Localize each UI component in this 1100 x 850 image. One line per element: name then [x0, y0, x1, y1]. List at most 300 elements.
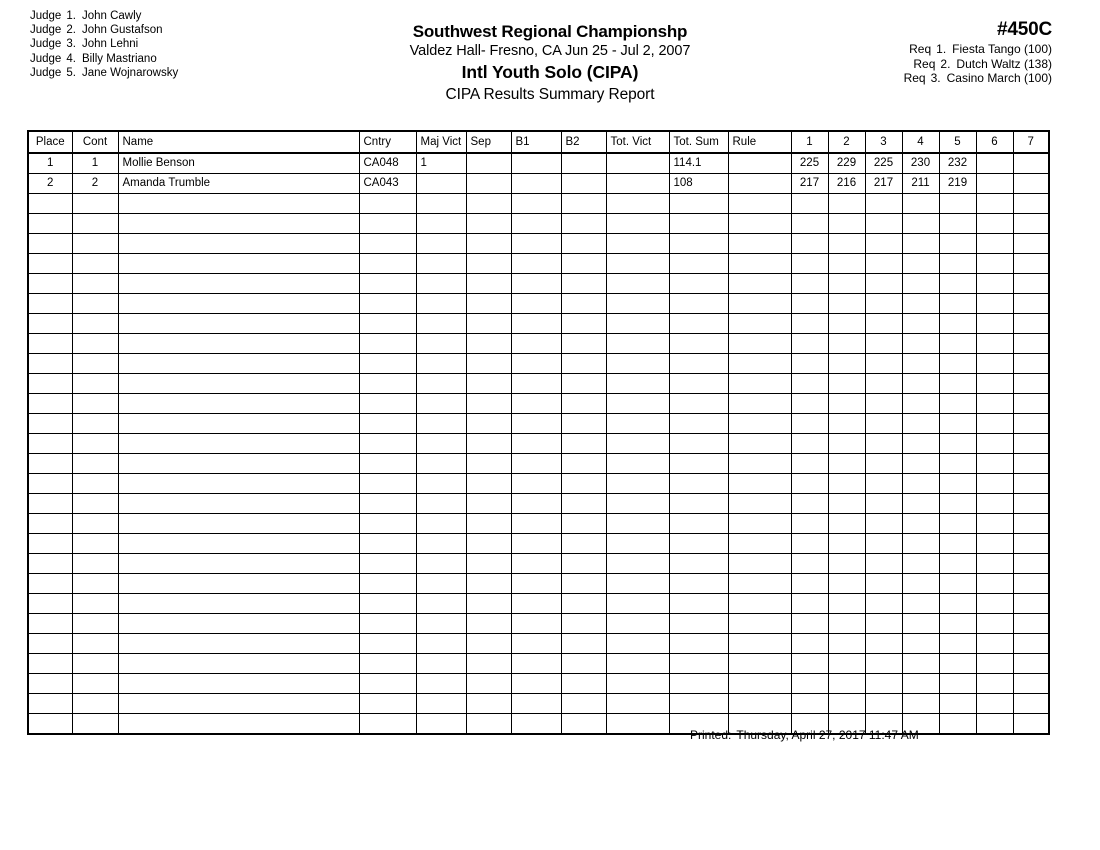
cell-place[interactable]	[28, 534, 72, 554]
cell-maj_vict[interactable]	[416, 274, 466, 294]
cell-tot_sum[interactable]	[669, 334, 728, 354]
cell-name[interactable]	[118, 494, 359, 514]
cell-b1[interactable]	[511, 514, 561, 534]
cell-cntry[interactable]: CA048	[359, 153, 416, 174]
cell-j5[interactable]	[939, 534, 976, 554]
column-header-sep[interactable]: Sep	[466, 131, 511, 153]
cell-j4[interactable]	[902, 274, 939, 294]
cell-j3[interactable]	[865, 414, 902, 434]
cell-name[interactable]: Amanda Trumble	[118, 174, 359, 194]
cell-sep[interactable]	[466, 374, 511, 394]
cell-tot_vict[interactable]	[606, 214, 669, 234]
cell-b2[interactable]	[561, 614, 606, 634]
cell-j5[interactable]	[939, 194, 976, 214]
cell-tot_sum[interactable]	[669, 474, 728, 494]
cell-place[interactable]	[28, 714, 72, 735]
table-row-empty[interactable]	[28, 454, 1049, 474]
cell-tot_vict[interactable]	[606, 474, 669, 494]
cell-j5[interactable]	[939, 654, 976, 674]
cell-j4[interactable]	[902, 654, 939, 674]
cell-cont[interactable]	[72, 494, 118, 514]
cell-j2[interactable]	[828, 454, 865, 474]
cell-sep[interactable]	[466, 214, 511, 234]
cell-j6[interactable]	[976, 334, 1013, 354]
cell-b1[interactable]	[511, 454, 561, 474]
cell-cont[interactable]	[72, 254, 118, 274]
cell-tot_vict[interactable]	[606, 614, 669, 634]
cell-place[interactable]	[28, 194, 72, 214]
cell-j2[interactable]	[828, 494, 865, 514]
column-header-cntry[interactable]: Cntry	[359, 131, 416, 153]
column-header-name[interactable]: Name	[118, 131, 359, 153]
cell-j3[interactable]	[865, 294, 902, 314]
cell-tot_vict[interactable]	[606, 414, 669, 434]
cell-maj_vict[interactable]	[416, 554, 466, 574]
table-row[interactable]	[28, 153, 1049, 174]
cell-j7[interactable]	[1013, 614, 1049, 634]
cell-j5[interactable]	[939, 314, 976, 334]
cell-cntry[interactable]	[359, 494, 416, 514]
cell-j4[interactable]: 211	[902, 174, 939, 194]
cell-cntry[interactable]	[359, 574, 416, 594]
cell-cntry[interactable]	[359, 614, 416, 634]
cell-sep[interactable]	[466, 494, 511, 514]
cell-b2[interactable]	[561, 574, 606, 594]
cell-b1[interactable]	[511, 174, 561, 194]
cell-b2[interactable]	[561, 414, 606, 434]
cell-cont[interactable]	[72, 654, 118, 674]
cell-j1[interactable]	[791, 314, 828, 334]
cell-b2[interactable]	[561, 474, 606, 494]
cell-place[interactable]	[28, 474, 72, 494]
cell-j4[interactable]	[902, 354, 939, 374]
cell-j2[interactable]: 216	[828, 174, 865, 194]
cell-j4[interactable]	[902, 594, 939, 614]
cell-j7[interactable]	[1013, 674, 1049, 694]
cell-j6[interactable]	[976, 554, 1013, 574]
cell-b2[interactable]	[561, 234, 606, 254]
cell-j5[interactable]	[939, 634, 976, 654]
table-row-empty[interactable]	[28, 674, 1049, 694]
cell-place[interactable]	[28, 314, 72, 334]
cell-sep[interactable]	[466, 594, 511, 614]
cell-j4[interactable]	[902, 254, 939, 274]
cell-cont[interactable]	[72, 434, 118, 454]
cell-j5[interactable]	[939, 394, 976, 414]
cell-j5[interactable]	[939, 294, 976, 314]
cell-tot_vict[interactable]	[606, 514, 669, 534]
table-row-empty[interactable]	[28, 474, 1049, 494]
cell-tot_vict[interactable]	[606, 394, 669, 414]
cell-tot_sum[interactable]	[669, 694, 728, 714]
cell-tot_vict[interactable]	[606, 554, 669, 574]
cell-cntry[interactable]	[359, 554, 416, 574]
cell-j1[interactable]	[791, 594, 828, 614]
cell-b2[interactable]	[561, 534, 606, 554]
cell-j7[interactable]	[1013, 474, 1049, 494]
cell-maj_vict[interactable]	[416, 314, 466, 334]
cell-j3[interactable]	[865, 394, 902, 414]
cell-sep[interactable]	[466, 354, 511, 374]
cell-tot_sum[interactable]	[669, 514, 728, 534]
cell-tot_vict[interactable]	[606, 434, 669, 454]
cell-b2[interactable]	[561, 194, 606, 214]
cell-tot_sum[interactable]	[669, 434, 728, 454]
cell-j2[interactable]	[828, 514, 865, 534]
cell-cont[interactable]	[72, 394, 118, 414]
cell-name[interactable]	[118, 334, 359, 354]
cell-sep[interactable]	[466, 254, 511, 274]
cell-maj_vict[interactable]	[416, 514, 466, 534]
cell-j2[interactable]	[828, 414, 865, 434]
cell-tot_sum[interactable]	[669, 274, 728, 294]
cell-b1[interactable]	[511, 634, 561, 654]
cell-tot_vict[interactable]	[606, 634, 669, 654]
column-header-j3[interactable]: 3	[865, 131, 902, 153]
table-row-empty[interactable]	[28, 314, 1049, 334]
cell-rule[interactable]	[728, 654, 791, 674]
cell-cont[interactable]: 1	[72, 153, 118, 174]
cell-j3[interactable]	[865, 434, 902, 454]
cell-name[interactable]	[118, 554, 359, 574]
cell-b2[interactable]	[561, 454, 606, 474]
cell-j5[interactable]: 232	[939, 153, 976, 174]
cell-place[interactable]	[28, 334, 72, 354]
cell-maj_vict[interactable]: 1	[416, 153, 466, 174]
cell-sep[interactable]	[466, 434, 511, 454]
cell-j5[interactable]	[939, 714, 976, 735]
cell-place[interactable]	[28, 394, 72, 414]
cell-name[interactable]	[118, 314, 359, 334]
cell-j2[interactable]	[828, 274, 865, 294]
cell-rule[interactable]	[728, 634, 791, 654]
cell-j1[interactable]	[791, 394, 828, 414]
cell-place[interactable]	[28, 634, 72, 654]
cell-maj_vict[interactable]	[416, 654, 466, 674]
cell-j7[interactable]	[1013, 274, 1049, 294]
cell-tot_sum[interactable]	[669, 394, 728, 414]
cell-j2[interactable]	[828, 654, 865, 674]
cell-cntry[interactable]	[359, 514, 416, 534]
cell-tot_vict[interactable]	[606, 694, 669, 714]
cell-rule[interactable]	[728, 414, 791, 434]
cell-j5[interactable]	[939, 274, 976, 294]
cell-j2[interactable]	[828, 474, 865, 494]
cell-j1[interactable]	[791, 354, 828, 374]
cell-maj_vict[interactable]	[416, 194, 466, 214]
cell-name[interactable]	[118, 254, 359, 274]
cell-b2[interactable]	[561, 514, 606, 534]
cell-cont[interactable]	[72, 354, 118, 374]
cell-name[interactable]	[118, 694, 359, 714]
cell-j3[interactable]: 217	[865, 174, 902, 194]
cell-maj_vict[interactable]	[416, 474, 466, 494]
cell-maj_vict[interactable]	[416, 214, 466, 234]
cell-rule[interactable]	[728, 153, 791, 174]
cell-cntry[interactable]	[359, 534, 416, 554]
cell-rule[interactable]	[728, 334, 791, 354]
cell-j5[interactable]	[939, 614, 976, 634]
cell-b2[interactable]	[561, 674, 606, 694]
cell-j1[interactable]	[791, 654, 828, 674]
cell-b1[interactable]	[511, 674, 561, 694]
cell-cont[interactable]	[72, 514, 118, 534]
cell-j3[interactable]	[865, 534, 902, 554]
cell-j1[interactable]	[791, 414, 828, 434]
cell-tot_vict[interactable]	[606, 334, 669, 354]
cell-cntry[interactable]	[359, 634, 416, 654]
cell-j5[interactable]	[939, 334, 976, 354]
cell-maj_vict[interactable]	[416, 534, 466, 554]
cell-j7[interactable]	[1013, 454, 1049, 474]
cell-tot_vict[interactable]	[606, 674, 669, 694]
cell-j3[interactable]	[865, 274, 902, 294]
cell-j4[interactable]	[902, 294, 939, 314]
cell-j4[interactable]	[902, 314, 939, 334]
table-row-empty[interactable]	[28, 214, 1049, 234]
cell-b1[interactable]	[511, 314, 561, 334]
cell-sep[interactable]	[466, 534, 511, 554]
cell-cntry[interactable]	[359, 254, 416, 274]
cell-j7[interactable]	[1013, 594, 1049, 614]
cell-maj_vict[interactable]	[416, 394, 466, 414]
cell-place[interactable]	[28, 214, 72, 234]
cell-j2[interactable]	[828, 234, 865, 254]
cell-j6[interactable]	[976, 494, 1013, 514]
cell-cont[interactable]	[72, 534, 118, 554]
table-row-empty[interactable]	[28, 514, 1049, 534]
cell-tot_sum[interactable]	[669, 234, 728, 254]
cell-j6[interactable]	[976, 394, 1013, 414]
cell-j4[interactable]	[902, 694, 939, 714]
cell-name[interactable]	[118, 194, 359, 214]
cell-b2[interactable]	[561, 654, 606, 674]
cell-j5[interactable]	[939, 574, 976, 594]
cell-j1[interactable]	[791, 514, 828, 534]
cell-sep[interactable]	[466, 454, 511, 474]
cell-j2[interactable]	[828, 374, 865, 394]
cell-tot_sum[interactable]	[669, 214, 728, 234]
cell-name[interactable]	[118, 434, 359, 454]
cell-b2[interactable]	[561, 434, 606, 454]
cell-j3[interactable]	[865, 454, 902, 474]
cell-sep[interactable]	[466, 634, 511, 654]
cell-j2[interactable]	[828, 434, 865, 454]
cell-rule[interactable]	[728, 694, 791, 714]
cell-place[interactable]	[28, 614, 72, 634]
cell-b2[interactable]	[561, 554, 606, 574]
cell-name[interactable]	[118, 274, 359, 294]
cell-rule[interactable]	[728, 554, 791, 574]
cell-b1[interactable]	[511, 594, 561, 614]
cell-tot_sum[interactable]	[669, 374, 728, 394]
cell-name[interactable]	[118, 234, 359, 254]
cell-tot_sum[interactable]	[669, 354, 728, 374]
cell-j3[interactable]	[865, 194, 902, 214]
cell-maj_vict[interactable]	[416, 174, 466, 194]
cell-sep[interactable]	[466, 554, 511, 574]
cell-j1[interactable]	[791, 674, 828, 694]
cell-b2[interactable]	[561, 374, 606, 394]
cell-name[interactable]	[118, 294, 359, 314]
cell-b2[interactable]	[561, 214, 606, 234]
cell-rule[interactable]	[728, 234, 791, 254]
cell-j6[interactable]	[976, 514, 1013, 534]
cell-j3[interactable]	[865, 234, 902, 254]
cell-b2[interactable]	[561, 494, 606, 514]
cell-j3[interactable]	[865, 334, 902, 354]
cell-j4[interactable]	[902, 574, 939, 594]
cell-sep[interactable]	[466, 714, 511, 735]
cell-name[interactable]	[118, 674, 359, 694]
cell-cont[interactable]	[72, 334, 118, 354]
cell-b2[interactable]	[561, 174, 606, 194]
cell-cntry[interactable]	[359, 714, 416, 735]
cell-b2[interactable]	[561, 294, 606, 314]
cell-j7[interactable]	[1013, 634, 1049, 654]
cell-j5[interactable]	[939, 474, 976, 494]
cell-j1[interactable]	[791, 454, 828, 474]
cell-name[interactable]	[118, 454, 359, 474]
cell-j3[interactable]	[865, 614, 902, 634]
cell-tot_sum[interactable]	[669, 194, 728, 214]
cell-j5[interactable]	[939, 494, 976, 514]
cell-sep[interactable]	[466, 153, 511, 174]
cell-b1[interactable]	[511, 153, 561, 174]
cell-j2[interactable]	[828, 254, 865, 274]
column-header-tot_vict[interactable]: Tot. Vict	[606, 131, 669, 153]
cell-j1[interactable]	[791, 694, 828, 714]
cell-rule[interactable]	[728, 314, 791, 334]
column-header-place[interactable]: Place	[28, 131, 72, 153]
cell-j7[interactable]	[1013, 214, 1049, 234]
cell-b1[interactable]	[511, 194, 561, 214]
cell-j6[interactable]	[976, 434, 1013, 454]
cell-cntry[interactable]	[359, 454, 416, 474]
cell-rule[interactable]	[728, 394, 791, 414]
table-row-empty[interactable]	[28, 274, 1049, 294]
cell-j4[interactable]	[902, 194, 939, 214]
cell-j3[interactable]	[865, 674, 902, 694]
cell-cont[interactable]	[72, 574, 118, 594]
cell-tot_sum[interactable]	[669, 414, 728, 434]
cell-sep[interactable]	[466, 654, 511, 674]
cell-name[interactable]	[118, 374, 359, 394]
cell-cntry[interactable]	[359, 474, 416, 494]
cell-rule[interactable]	[728, 294, 791, 314]
cell-cntry[interactable]	[359, 654, 416, 674]
cell-name[interactable]	[118, 594, 359, 614]
cell-j2[interactable]	[828, 294, 865, 314]
cell-j6[interactable]	[976, 254, 1013, 274]
cell-sep[interactable]	[466, 614, 511, 634]
cell-j7[interactable]	[1013, 354, 1049, 374]
cell-maj_vict[interactable]	[416, 634, 466, 654]
cell-maj_vict[interactable]	[416, 494, 466, 514]
cell-b1[interactable]	[511, 554, 561, 574]
cell-cntry[interactable]	[359, 434, 416, 454]
cell-rule[interactable]	[728, 254, 791, 274]
cell-tot_sum[interactable]	[669, 294, 728, 314]
cell-sep[interactable]	[466, 394, 511, 414]
cell-j4[interactable]	[902, 434, 939, 454]
cell-j7[interactable]	[1013, 314, 1049, 334]
cell-name[interactable]	[118, 394, 359, 414]
cell-j1[interactable]	[791, 374, 828, 394]
cell-maj_vict[interactable]	[416, 294, 466, 314]
cell-maj_vict[interactable]	[416, 254, 466, 274]
column-header-b1[interactable]: B1	[511, 131, 561, 153]
cell-name[interactable]	[118, 574, 359, 594]
cell-sep[interactable]	[466, 194, 511, 214]
table-row-empty[interactable]	[28, 394, 1049, 414]
cell-j5[interactable]	[939, 214, 976, 234]
cell-j7[interactable]	[1013, 234, 1049, 254]
cell-cntry[interactable]	[359, 274, 416, 294]
cell-tot_sum[interactable]	[669, 254, 728, 274]
cell-maj_vict[interactable]	[416, 454, 466, 474]
cell-j2[interactable]	[828, 594, 865, 614]
cell-cntry[interactable]	[359, 214, 416, 234]
cell-name[interactable]: Mollie Benson	[118, 153, 359, 174]
cell-b1[interactable]	[511, 334, 561, 354]
cell-cont[interactable]	[72, 374, 118, 394]
cell-tot_sum[interactable]: 108	[669, 174, 728, 194]
cell-maj_vict[interactable]	[416, 334, 466, 354]
cell-rule[interactable]	[728, 174, 791, 194]
cell-place[interactable]	[28, 454, 72, 474]
table-row-empty[interactable]	[28, 354, 1049, 374]
cell-j5[interactable]	[939, 554, 976, 574]
cell-b1[interactable]	[511, 474, 561, 494]
cell-cont[interactable]	[72, 454, 118, 474]
column-header-rule[interactable]: Rule	[728, 131, 791, 153]
cell-tot_sum[interactable]: 114.1	[669, 153, 728, 174]
column-header-j1[interactable]: 1	[791, 131, 828, 153]
cell-j4[interactable]	[902, 414, 939, 434]
cell-tot_sum[interactable]	[669, 454, 728, 474]
cell-j1[interactable]	[791, 554, 828, 574]
cell-sep[interactable]	[466, 274, 511, 294]
cell-j1[interactable]	[791, 294, 828, 314]
cell-b2[interactable]	[561, 314, 606, 334]
cell-j7[interactable]	[1013, 714, 1049, 735]
cell-cntry[interactable]	[359, 694, 416, 714]
cell-j6[interactable]	[976, 694, 1013, 714]
cell-j7[interactable]	[1013, 374, 1049, 394]
cell-cont[interactable]	[72, 594, 118, 614]
cell-j6[interactable]	[976, 214, 1013, 234]
cell-j6[interactable]	[976, 614, 1013, 634]
cell-tot_sum[interactable]	[669, 614, 728, 634]
cell-place[interactable]	[28, 254, 72, 274]
cell-place[interactable]	[28, 574, 72, 594]
table-row-empty[interactable]	[28, 254, 1049, 274]
cell-j5[interactable]: 219	[939, 174, 976, 194]
cell-j1[interactable]	[791, 254, 828, 274]
cell-maj_vict[interactable]	[416, 674, 466, 694]
cell-j6[interactable]	[976, 574, 1013, 594]
table-row-empty[interactable]	[28, 574, 1049, 594]
cell-j7[interactable]	[1013, 574, 1049, 594]
cell-cont[interactable]	[72, 694, 118, 714]
cell-j1[interactable]: 225	[791, 153, 828, 174]
cell-j3[interactable]: 225	[865, 153, 902, 174]
cell-rule[interactable]	[728, 214, 791, 234]
cell-j3[interactable]	[865, 554, 902, 574]
cell-j4[interactable]	[902, 374, 939, 394]
table-row[interactable]	[28, 174, 1049, 194]
